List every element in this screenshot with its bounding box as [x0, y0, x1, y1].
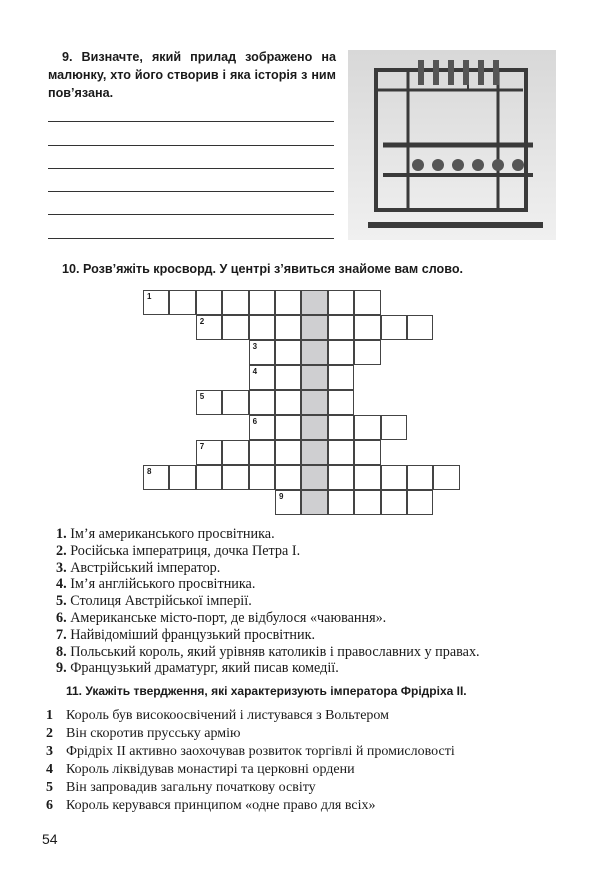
crossword-cell[interactable]: [275, 340, 301, 365]
clue-num: 9.: [56, 660, 67, 677]
statement-text: Король ліквідував монастирі та церковні ордени: [66, 762, 355, 777]
crossword-cell[interactable]: [222, 290, 248, 315]
answer-line[interactable]: [48, 145, 334, 146]
crossword-cell[interactable]: [301, 365, 327, 390]
clue-item: [56, 526, 480, 543]
statement-item[interactable]: [46, 779, 455, 797]
crossword-cell[interactable]: [196, 290, 222, 315]
clue-number: 6: [252, 417, 258, 426]
statement-text: Він скоротив прусську армію: [66, 726, 241, 741]
crossword-cell[interactable]: [222, 465, 248, 490]
crossword-clues: [56, 526, 480, 677]
crossword-cell[interactable]: [354, 465, 380, 490]
crossword-cell[interactable]: [275, 290, 301, 315]
clue-number: 1: [147, 292, 152, 301]
crossword-cell[interactable]: [433, 465, 459, 490]
crossword-cell[interactable]: [169, 290, 195, 315]
crossword-cell[interactable]: [301, 465, 327, 490]
clue-num: 8.: [56, 643, 67, 660]
answer-line[interactable]: [48, 191, 334, 192]
clue-item: [56, 576, 480, 593]
clue-num: 4.: [56, 576, 67, 593]
statement-item[interactable]: [46, 797, 455, 815]
crossword-cell[interactable]: [381, 465, 407, 490]
clue-number: 5: [199, 392, 205, 401]
crossword-cell[interactable]: [169, 465, 195, 490]
crossword-cell[interactable]: [328, 440, 354, 465]
clue-item: [56, 543, 480, 560]
answer-line[interactable]: [48, 168, 334, 169]
clue-number: 4: [252, 367, 258, 376]
crossword-cell[interactable]: [275, 490, 301, 515]
crossword-cell[interactable]: [249, 465, 275, 490]
crossword-cell[interactable]: [328, 490, 354, 515]
crossword-cell[interactable]: [381, 490, 407, 515]
crossword-cell[interactable]: [222, 390, 248, 415]
crossword-cell[interactable]: [143, 290, 169, 315]
crossword-cell[interactable]: [301, 440, 327, 465]
statement-item[interactable]: [46, 761, 455, 779]
clue-item: [56, 660, 480, 677]
answer-line[interactable]: [48, 214, 334, 215]
clue-item: [56, 627, 480, 644]
statement-num: 4: [46, 762, 53, 777]
clue-text: Ім’я англійського просвітника.: [70, 576, 256, 593]
crossword-cell[interactable]: [328, 465, 354, 490]
clue-number: 8: [147, 467, 152, 476]
clue-item: [56, 593, 480, 610]
task-9-question: 9. Визначте, який прилад зображено на малюнку, хто його створив і яка історія з ним пов’язана.: [48, 50, 336, 100]
crossword-cell[interactable]: [249, 340, 275, 365]
statement-item[interactable]: [46, 743, 455, 761]
clue-text: Столиця Австрійської імперії.: [70, 593, 252, 610]
crossword-cell[interactable]: [275, 365, 301, 390]
crossword-cell[interactable]: [301, 415, 327, 440]
crossword-cell[interactable]: [196, 315, 222, 340]
crossword-cell[interactable]: [354, 290, 380, 315]
crossword-cell[interactable]: [328, 290, 354, 315]
statement-num: 3: [46, 744, 53, 759]
clue-item: [56, 610, 480, 627]
crossword-cell[interactable]: [275, 315, 301, 340]
clue-item: [56, 560, 480, 577]
crossword-cell[interactable]: [328, 340, 354, 365]
clue-num: 2.: [56, 542, 67, 559]
crossword-cell[interactable]: [328, 415, 354, 440]
statement-text: Він запровадив загальну початкову освіту: [66, 780, 316, 795]
statement-item[interactable]: [46, 725, 455, 743]
clue-num: 1.: [56, 526, 67, 542]
clue-text: Польський король, який урівняв католиків і православних у правах.: [70, 643, 480, 660]
clue-number: 2: [199, 317, 205, 326]
clue-number: 9: [279, 492, 284, 501]
crossword-cell[interactable]: [407, 465, 433, 490]
crossword-cell[interactable]: [381, 415, 407, 440]
crossword-cell[interactable]: [381, 315, 407, 340]
crossword-cell[interactable]: [354, 490, 380, 515]
clue-number: 7: [199, 442, 205, 451]
statement-text: Король був високоосвічений і листувався з Вольтером: [66, 708, 390, 723]
crossword-cell[interactable]: [249, 415, 275, 440]
crossword-cell[interactable]: [222, 315, 248, 340]
crossword-cell[interactable]: [249, 440, 275, 465]
crossword-cell[interactable]: [328, 390, 354, 415]
clue-num: 7.: [56, 626, 67, 643]
crossword-cell[interactable]: [407, 490, 433, 515]
crossword-cell[interactable]: [222, 440, 248, 465]
clue-num: 6.: [56, 609, 67, 626]
crossword-cell[interactable]: [354, 440, 380, 465]
crossword-cell[interactable]: [301, 315, 327, 340]
crossword-cell[interactable]: [275, 415, 301, 440]
task-11-question: 11. Укажіть твердження, які характеризують імператора Фрідріха ІІ.: [66, 684, 467, 698]
crossword-cell[interactable]: [328, 315, 354, 340]
crossword-cell[interactable]: [407, 315, 433, 340]
crossword-cell[interactable]: [143, 465, 169, 490]
crossword-cell[interactable]: [301, 290, 327, 315]
crossword-cell[interactable]: [354, 315, 380, 340]
statement-num: 5: [46, 780, 53, 795]
clue-text: Російська імператриця, дочка Петра І.: [70, 542, 301, 559]
crossword-cell[interactable]: [249, 390, 275, 415]
page-number: 54: [42, 831, 58, 847]
crossword-cell[interactable]: [249, 315, 275, 340]
statement-text: Фрідріх ІІ активно заохочував розвиток торгівлі й промисловості: [66, 744, 455, 759]
statement-text: Король керувався принципом «одне право для всіх»: [66, 798, 376, 813]
clue-text: Австрійський імператор.: [70, 559, 221, 576]
statement-num: 2: [46, 726, 53, 741]
crossword-cell[interactable]: [354, 415, 380, 440]
crossword-cell[interactable]: [196, 465, 222, 490]
statement-num: 6: [46, 798, 53, 813]
clue-number: 3: [252, 342, 258, 351]
clue-text: Французький драматург, який писав комедії.: [70, 660, 339, 677]
crossword-cell[interactable]: [301, 390, 327, 415]
crossword-cell[interactable]: [301, 490, 327, 515]
crossword-cell[interactable]: [275, 465, 301, 490]
statement-item[interactable]: [46, 707, 455, 725]
crossword-cell[interactable]: [196, 440, 222, 465]
statement-num: 1: [46, 708, 53, 723]
clue-num: 3.: [56, 559, 67, 576]
task-11-statements: [46, 707, 455, 815]
clue-item: [56, 644, 480, 661]
answer-line[interactable]: [48, 121, 334, 122]
crossword-cell[interactable]: [249, 365, 275, 390]
answer-line[interactable]: [48, 238, 334, 239]
clue-text: Американське місто-порт, де відбулося «чаювання».: [70, 609, 387, 626]
crossword-cell[interactable]: [275, 390, 301, 415]
crossword-cell[interactable]: [196, 390, 222, 415]
task-10-question: 10. Розв’яжіть кросворд. У центрі з’явиться знайоме вам слово.: [62, 262, 464, 276]
spinning-machine-photo: [348, 50, 556, 240]
crossword-cell[interactable]: [328, 365, 354, 390]
crossword-cell[interactable]: [275, 440, 301, 465]
crossword-cell[interactable]: [249, 290, 275, 315]
crossword-cell[interactable]: [301, 340, 327, 365]
clue-num: 5.: [56, 593, 67, 610]
crossword-cell[interactable]: [354, 340, 380, 365]
clue-text: Найвідоміший французький просвітник.: [70, 626, 316, 643]
clue-text: Ім’я американського просвітника.: [70, 526, 275, 542]
